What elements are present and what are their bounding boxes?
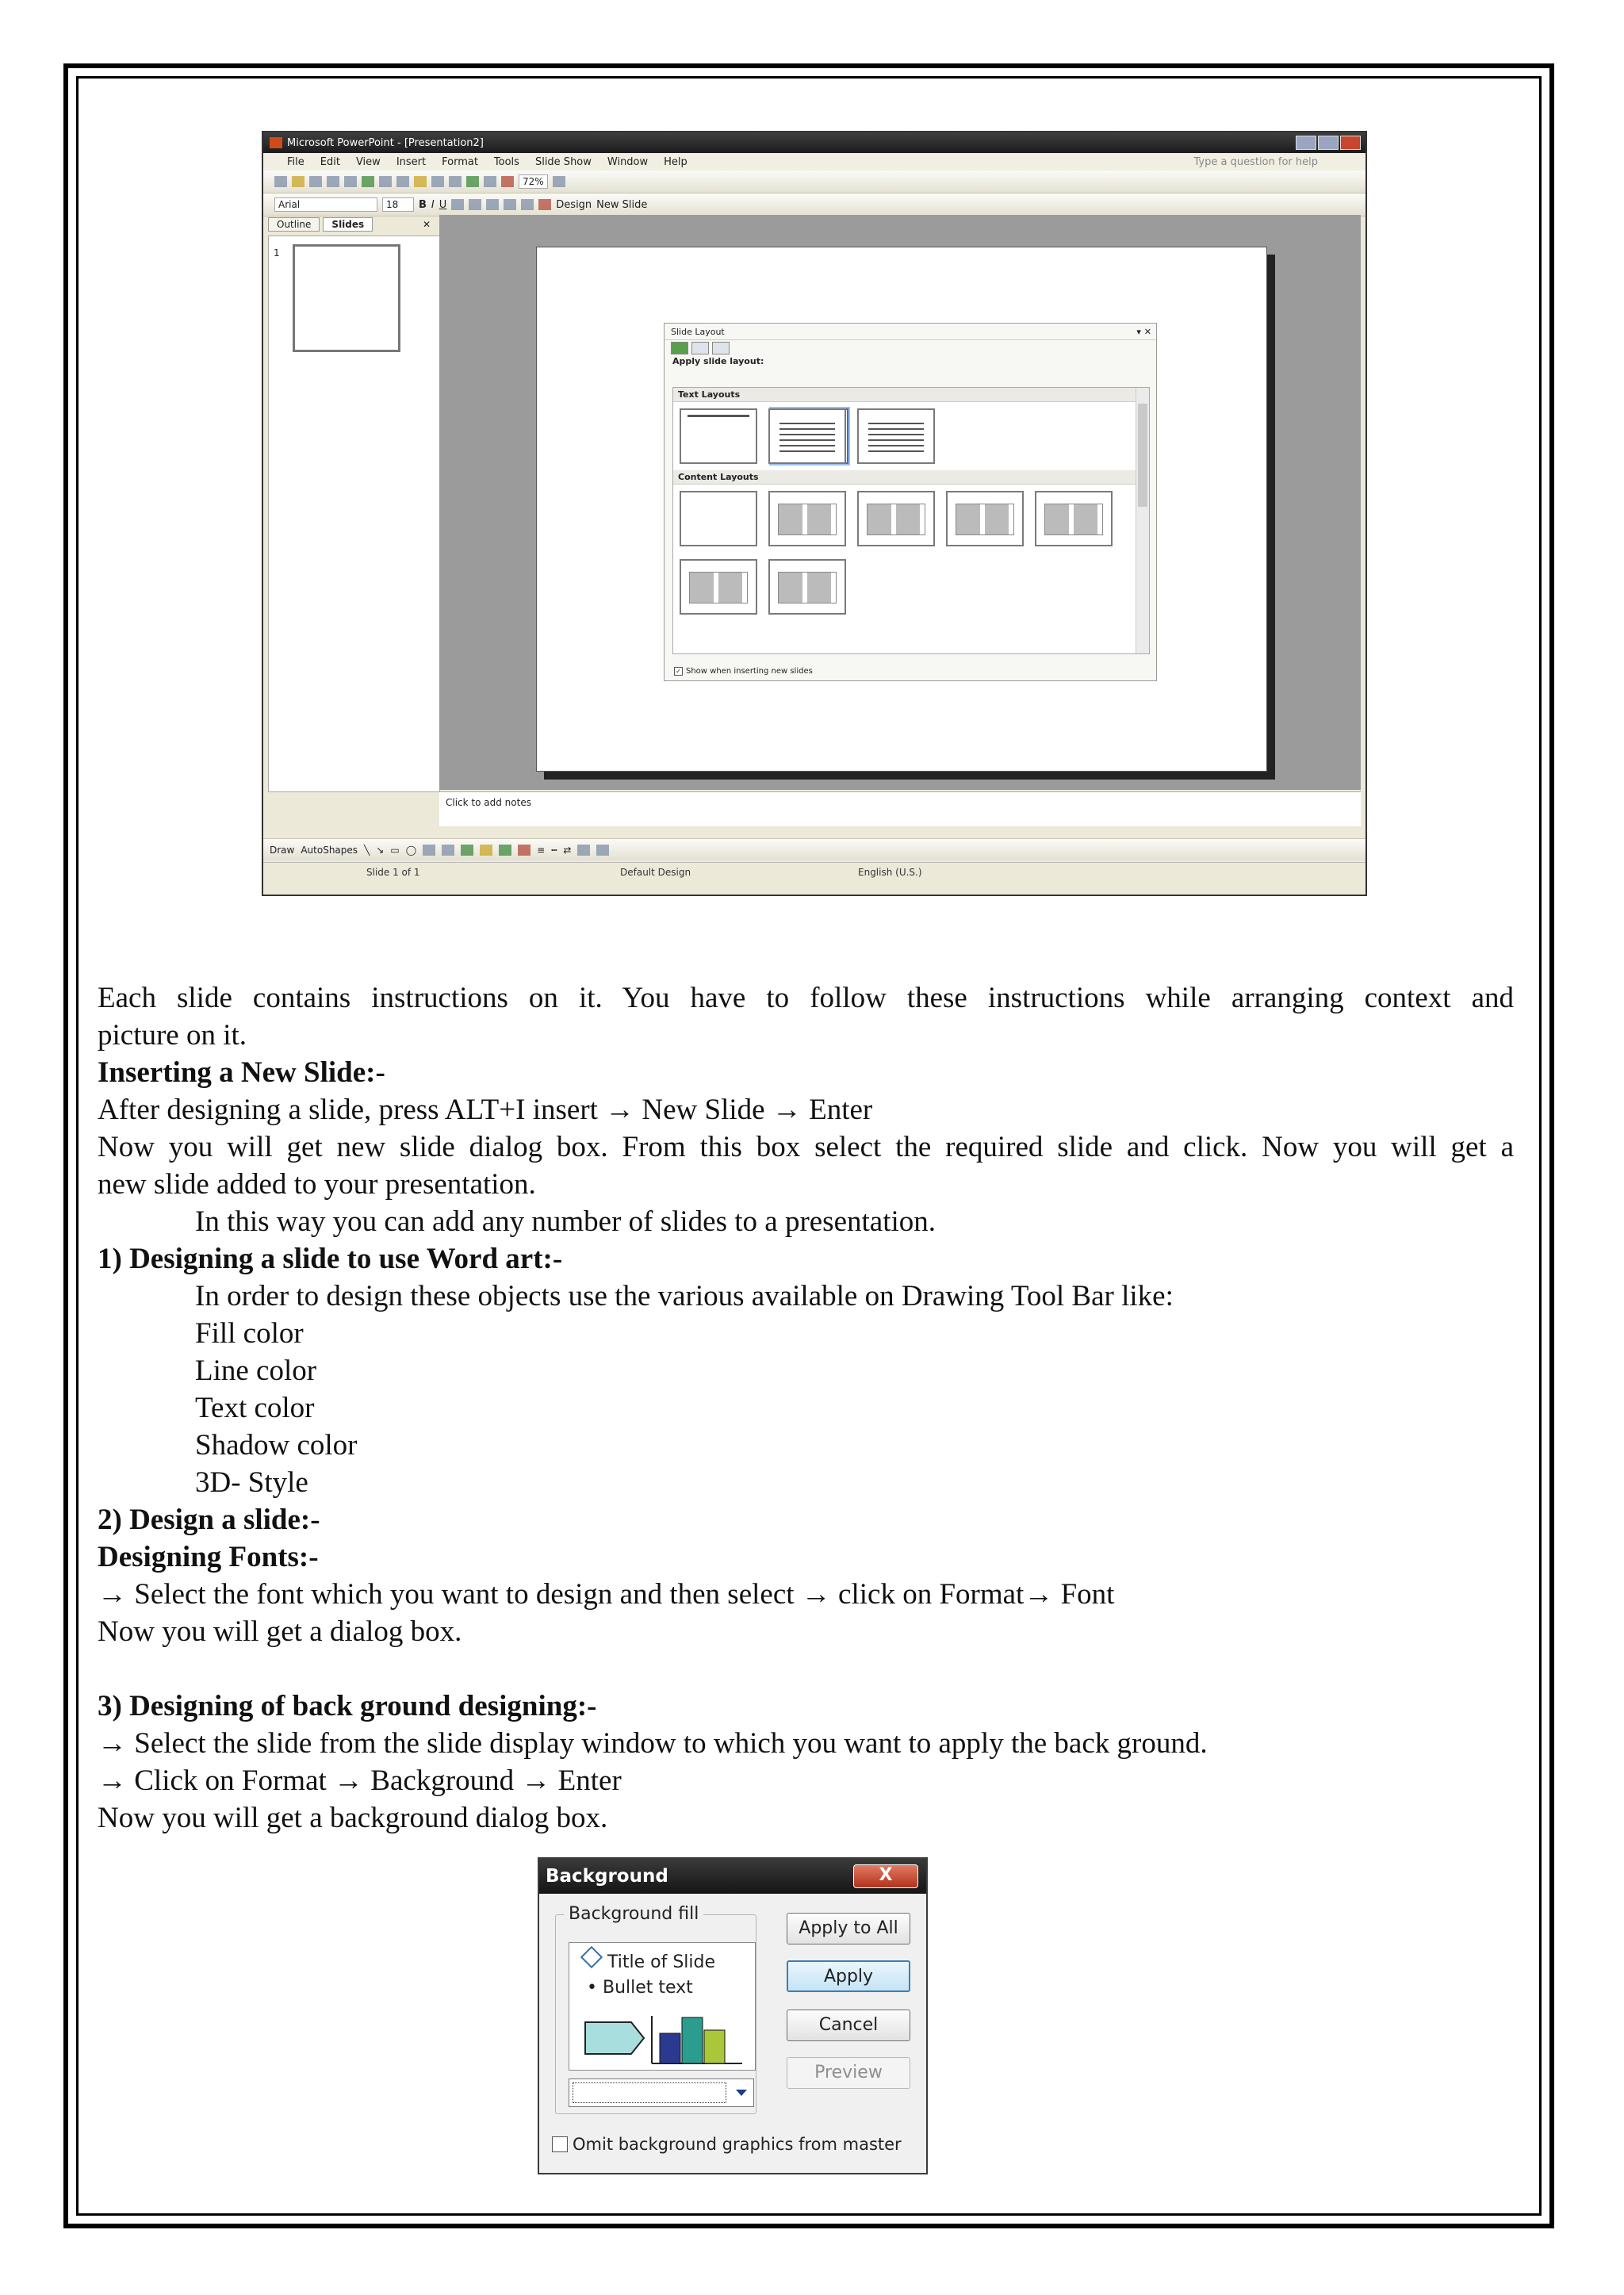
- tool-item: Shadow color: [195, 1429, 358, 1462]
- layout-scrollbar[interactable]: [1136, 388, 1149, 653]
- zoom-combo[interactable]: 72%: [519, 174, 548, 189]
- restore-button[interactable]: [1318, 136, 1339, 150]
- show-when-inserting-label: Show when inserting new slides: [686, 667, 813, 676]
- print-icon[interactable]: [327, 176, 339, 187]
- font-name-combo[interactable]: Arial: [274, 197, 377, 212]
- numbering-icon[interactable]: [504, 199, 516, 210]
- new-slide-button[interactable]: New Slide: [596, 198, 648, 211]
- menu-insert[interactable]: Insert: [396, 155, 427, 168]
- preview-graphics: [584, 2013, 750, 2065]
- align-center-icon[interactable]: [469, 199, 481, 210]
- help-icon[interactable]: [553, 176, 565, 187]
- dash-style-icon[interactable]: ┅: [551, 844, 557, 856]
- preview-button[interactable]: Preview: [787, 2057, 910, 2089]
- background-fill-group: [555, 1904, 756, 2114]
- layout-four-content[interactable]: [1035, 491, 1113, 546]
- forward-icon[interactable]: [691, 342, 709, 354]
- clipart-icon[interactable]: [461, 845, 473, 856]
- fill-color-icon[interactable]: [480, 845, 492, 856]
- line-icon[interactable]: ╲: [364, 844, 370, 856]
- dropdown-focus-rect: [573, 2082, 726, 2103]
- line-color-icon[interactable]: [499, 845, 511, 856]
- background-dialog: [538, 1857, 928, 2174]
- status-language: English (U.S.): [858, 867, 922, 878]
- pane-tabs: [268, 215, 439, 234]
- back-icon[interactable]: [671, 342, 688, 354]
- paragraph-1-line-1: Each slide contains instructions on it. You have to follow these instructions while arranging context and: [98, 982, 1514, 1014]
- pentagon-arrow-icon: [585, 2022, 644, 2054]
- background-step-2: → Click on Format → Background → Enter: [98, 1764, 622, 1797]
- layout-panel-header: [665, 324, 1156, 340]
- fonts-step: → Select the font which you want to design and then select → click on Format→ Font: [98, 1578, 1115, 1611]
- layout-title-text[interactable]: [768, 408, 846, 464]
- paragraph-1-line-2: picture on it.: [98, 1019, 247, 1052]
- powerpoint-app-icon: [270, 137, 282, 148]
- undo-icon[interactable]: [431, 176, 444, 187]
- dialog-close-button[interactable]: X: [853, 1864, 918, 1888]
- show-when-inserting-checkbox[interactable]: [674, 667, 813, 676]
- ppt-window-title: Microsoft PowerPoint - [Presentation2]: [287, 136, 484, 149]
- slide-layout-panel: [664, 323, 1157, 681]
- spelling-icon[interactable]: [362, 176, 374, 187]
- content-layouts-heading: Content Layouts: [673, 470, 1149, 485]
- tool-item: 3D- Style: [195, 1466, 308, 1499]
- background-step-1: → Select the slide from the slide display window to which you want to apply the back ground.: [98, 1727, 1208, 1760]
- grid-icon[interactable]: [501, 176, 514, 187]
- layout-panel-title: Slide Layout: [671, 326, 725, 337]
- formatting-toolbar: [263, 193, 1365, 216]
- minimize-button[interactable]: [1296, 136, 1316, 150]
- cancel-button[interactable]: Cancel: [787, 2010, 910, 2041]
- apply-layout-label: Apply slide layout:: [672, 356, 764, 366]
- tool-item: Fill color: [195, 1317, 304, 1350]
- menu-slide-show[interactable]: Slide Show: [534, 155, 592, 168]
- bold-icon[interactable]: B: [419, 198, 427, 211]
- menu-tools[interactable]: Tools: [493, 155, 519, 168]
- layout-blank[interactable]: [680, 491, 757, 546]
- slide-thumbnail-pane: [268, 236, 440, 792]
- italic-icon[interactable]: I: [431, 198, 435, 211]
- home-icon[interactable]: [712, 342, 730, 354]
- layout-content[interactable]: [768, 491, 846, 546]
- panel-close-icon[interactable]: ▾ ✕: [1136, 326, 1151, 337]
- tab-outline[interactable]: Outline: [268, 217, 320, 232]
- underline-icon[interactable]: U: [439, 198, 447, 211]
- layout-two-column-text[interactable]: [857, 408, 935, 464]
- omit-background-checkbox[interactable]: [552, 2136, 568, 2152]
- menu-edit[interactable]: Edit: [320, 155, 340, 168]
- preview-icon[interactable]: [344, 176, 357, 187]
- word-art-intro: In order to design these objects use the various available on Drawing Tool Bar like:: [195, 1280, 1174, 1312]
- menu-format[interactable]: Format: [442, 155, 478, 168]
- content-layouts-row-1: [673, 485, 1149, 553]
- close-button[interactable]: [1340, 136, 1361, 150]
- cut-icon[interactable]: [379, 176, 392, 187]
- window-controls: [1296, 136, 1361, 150]
- preview-bar: [682, 2017, 703, 2063]
- help-search-box[interactable]: Type a question for help: [1193, 155, 1318, 168]
- bullets-icon[interactable]: [521, 199, 534, 210]
- design-button[interactable]: Design: [556, 198, 592, 211]
- dialog-title-bar: [539, 1859, 926, 1894]
- layout-panel-nav: [665, 340, 1156, 356]
- dialog-title: Background: [546, 1866, 668, 1887]
- table-icon[interactable]: [484, 176, 496, 187]
- paragraph-2-line-2: new slide added to your presentation.: [98, 1168, 536, 1201]
- paragraph-3: In this way you can add any number of slides to a presentation.: [195, 1205, 936, 1238]
- ppt-workspace: [263, 215, 1365, 895]
- paragraph-2-line-1: Now you will get new slide dialog box. From this box select the required slide and click. Now you will get a: [98, 1131, 1514, 1163]
- shadow-icon[interactable]: [577, 845, 590, 856]
- ppt-menu-bar: [263, 153, 1365, 170]
- preview-bar: [660, 2033, 680, 2063]
- align-right-icon[interactable]: [486, 199, 499, 210]
- menu-file[interactable]: File: [287, 155, 304, 168]
- wordart-icon[interactable]: [442, 845, 454, 856]
- scroll-thumb[interactable]: [1138, 404, 1147, 507]
- chart-icon[interactable]: [466, 176, 479, 187]
- menu-view[interactable]: View: [355, 155, 381, 168]
- open-icon[interactable]: [292, 176, 304, 187]
- new-icon[interactable]: [274, 176, 287, 187]
- apply-to-all-button[interactable]: Apply to All: [787, 1913, 910, 1944]
- checkbox-checked[interactable]: ✓: [674, 667, 683, 676]
- powerpoint-screenshot: [262, 131, 1367, 896]
- status-bar: [263, 862, 1365, 882]
- omit-background-checkbox-row[interactable]: [552, 2135, 902, 2154]
- slide-canvas: [439, 215, 1361, 790]
- tool-item: Text color: [195, 1392, 315, 1424]
- text-layouts-row: [673, 402, 1149, 470]
- oval-icon[interactable]: ◯: [405, 844, 417, 856]
- ppt-title-bar: [263, 132, 1365, 153]
- close-pane-icon[interactable]: ✕: [422, 219, 431, 230]
- menu-help[interactable]: Help: [664, 155, 688, 168]
- fill-color-dropdown[interactable]: [569, 2079, 754, 2107]
- draw-menu[interactable]: Draw: [270, 844, 295, 856]
- heading-background: 3) Designing of back ground designing:-: [98, 1690, 597, 1722]
- preview-bullet-text: • Bullet text: [587, 1978, 693, 1998]
- 3d-icon[interactable]: [596, 845, 609, 856]
- layout-two-content[interactable]: [946, 491, 1024, 546]
- preview-title-row: [584, 1952, 715, 1972]
- tab-slides[interactable]: Slides: [323, 217, 373, 232]
- slide[interactable]: [536, 247, 1267, 772]
- arrow-style-icon[interactable]: ⇄: [563, 844, 572, 856]
- heading-design-slide: 2) Design a slide:-: [98, 1504, 320, 1536]
- status-design: Default Design: [620, 867, 691, 878]
- layout-content-over-content[interactable]: [768, 559, 846, 615]
- redo-icon[interactable]: [449, 176, 462, 187]
- insert-step: After designing a slide, press ALT+I insert → New Slide → Enter: [98, 1094, 873, 1126]
- background-result: Now you will get a background dialog box.: [98, 1802, 608, 1834]
- layout-title-four-content[interactable]: [680, 559, 757, 615]
- drawing-toolbar: [263, 838, 1365, 860]
- slide-thumbnail[interactable]: [293, 244, 400, 352]
- preview-bar: [704, 2030, 725, 2063]
- font-color-icon[interactable]: [538, 199, 551, 210]
- arrow-icon[interactable]: ↘: [376, 844, 385, 856]
- background-preview: [569, 1942, 756, 2071]
- content-layouts-row-2: [673, 553, 1149, 621]
- heading-inserting-new-slide: Inserting a New Slide:-: [98, 1056, 385, 1089]
- align-left-icon[interactable]: [451, 199, 464, 210]
- menu-window[interactable]: Window: [607, 155, 649, 168]
- apply-button[interactable]: Apply: [787, 1960, 910, 1992]
- layout-title-content[interactable]: [857, 491, 935, 546]
- font-size-combo[interactable]: 18: [382, 197, 414, 212]
- autoshapes-menu[interactable]: AutoShapes: [301, 844, 358, 856]
- notes-pane[interactable]: Click to add notes: [439, 791, 1361, 826]
- preview-title-text: Title of Slide: [607, 1952, 716, 1972]
- layout-title-only[interactable]: [680, 408, 757, 464]
- layout-gallery: [672, 387, 1150, 654]
- paste-icon[interactable]: [414, 176, 427, 187]
- text-layouts-heading: Text Layouts: [673, 388, 1149, 402]
- textbox-icon[interactable]: [423, 845, 435, 856]
- thumbnail-number: 1: [274, 247, 280, 259]
- rectangle-icon[interactable]: ▭: [390, 844, 400, 856]
- tool-item: Line color: [195, 1354, 317, 1387]
- chevron-down-icon[interactable]: [736, 2090, 747, 2096]
- text-color-icon[interactable]: [518, 845, 530, 856]
- heading-designing-fonts: Designing Fonts:-: [98, 1541, 319, 1573]
- standard-toolbar: [263, 170, 1365, 193]
- heading-word-art: 1) Designing a slide to use Word art:-: [98, 1243, 563, 1275]
- line-style-icon[interactable]: ≡: [537, 844, 546, 856]
- diamond-icon: [580, 1945, 603, 1967]
- omit-background-label: Omit background graphics from master: [573, 2135, 902, 2154]
- copy-icon[interactable]: [396, 176, 409, 187]
- save-icon[interactable]: [309, 176, 322, 187]
- background-fill-label: Background fill: [564, 1904, 703, 1924]
- fonts-result: Now you will get a dialog box.: [98, 1615, 462, 1648]
- status-slide: Slide 1 of 1: [366, 867, 420, 878]
